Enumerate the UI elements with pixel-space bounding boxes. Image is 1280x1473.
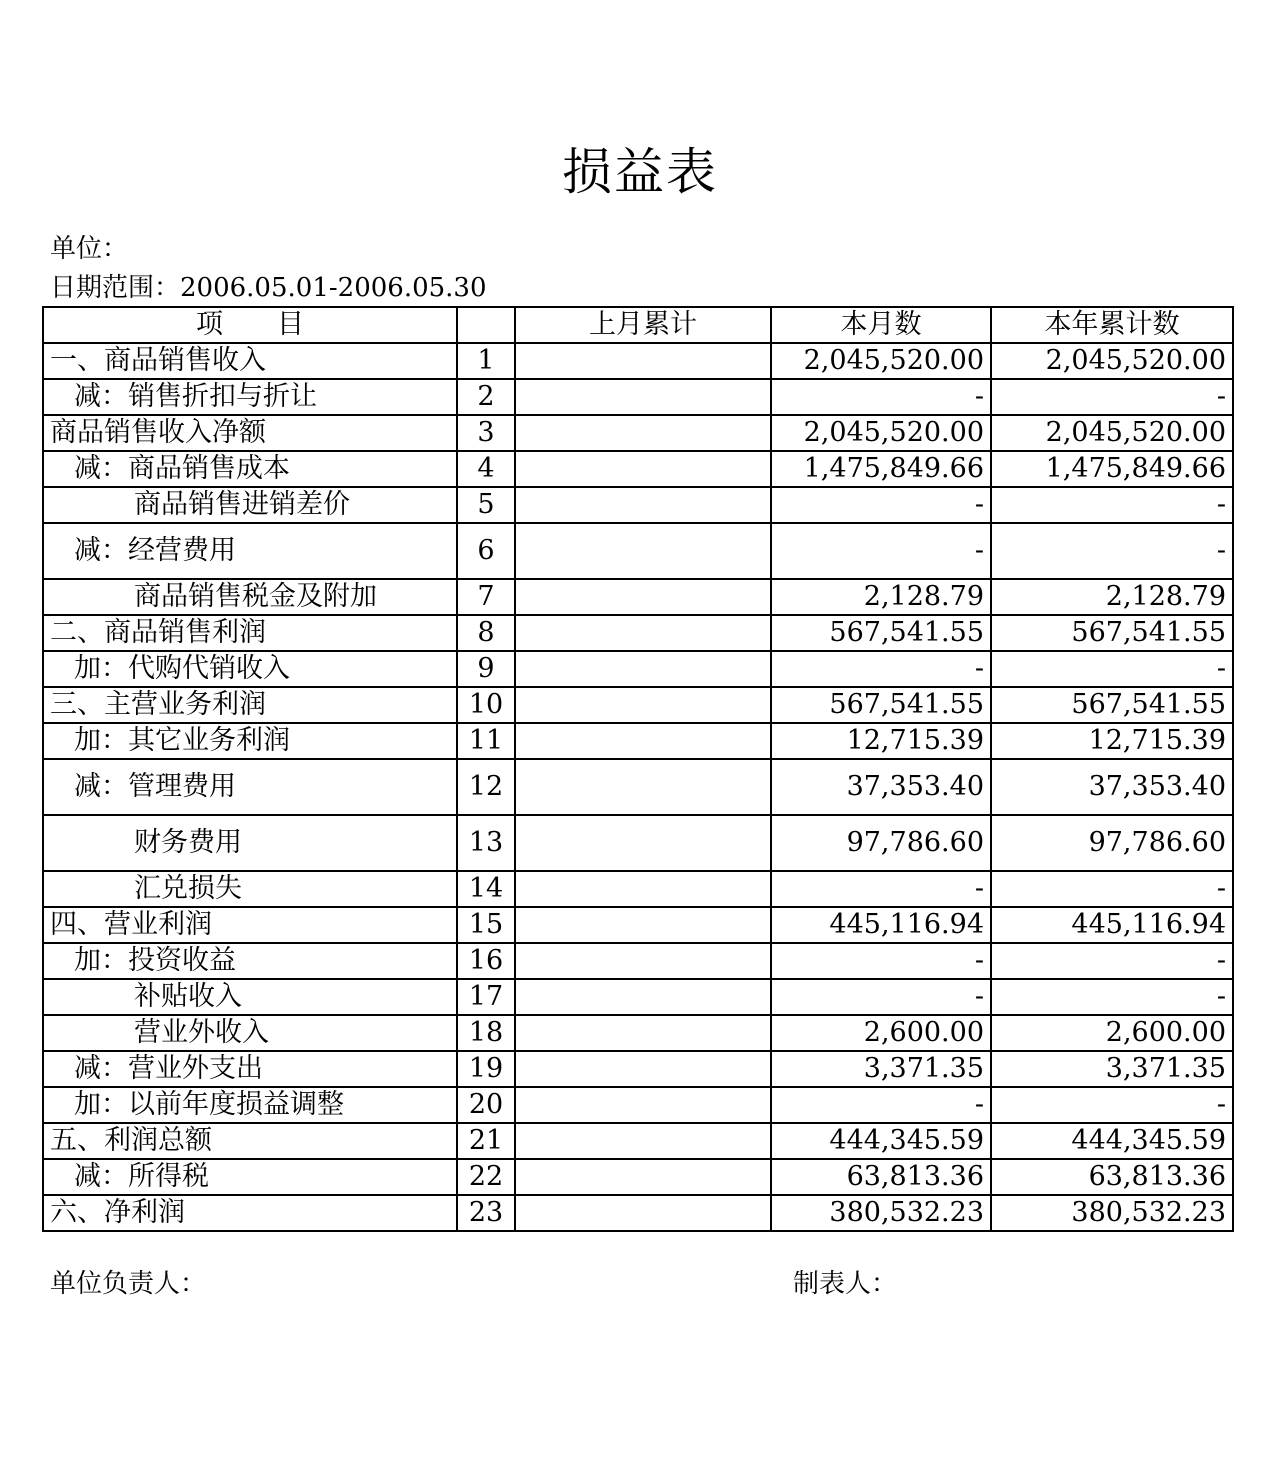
table-row [43,759,1233,815]
table-row [43,579,1233,615]
report-title: 损益表 [562,143,718,201]
row-item-label: 补贴收入 [43,979,457,1015]
row-this-month-value: - [771,487,991,523]
row-last-month-cumulative [515,687,771,723]
row-line-number: 11 [457,723,515,759]
row-line-number: 23 [457,1195,515,1231]
table-row [43,815,1233,871]
row-last-month-cumulative [515,723,771,759]
row-line-number: 13 [457,815,515,871]
row-year-cumulative-value: 2,045,520.00 [991,343,1233,379]
row-last-month-cumulative [515,1159,771,1195]
row-last-month-cumulative [515,1195,771,1231]
header-year-cumulative: 本年累计数 [991,307,1233,343]
row-last-month-cumulative [515,651,771,687]
table-row [43,1051,1233,1087]
row-this-month-value: 380,532.23 [771,1195,991,1231]
row-this-month-value: 567,541.55 [771,687,991,723]
row-item-label: 一、商品销售收入 [43,343,457,379]
table-row [43,1087,1233,1123]
row-line-number: 20 [457,1087,515,1123]
table-row [43,415,1233,451]
row-line-number: 1 [457,343,515,379]
row-year-cumulative-value: 444,345.59 [991,1123,1233,1159]
row-line-number: 14 [457,871,515,907]
row-item-label: 五、利润总额 [43,1123,457,1159]
row-line-number: 4 [457,451,515,487]
row-year-cumulative-value: - [991,979,1233,1015]
row-this-month-value: - [771,379,991,415]
row-line-number: 18 [457,1015,515,1051]
row-year-cumulative-value: 97,786.60 [991,815,1233,871]
row-year-cumulative-value: 3,371.35 [991,1051,1233,1087]
row-last-month-cumulative [515,579,771,615]
row-this-month-value: 3,371.35 [771,1051,991,1087]
row-year-cumulative-value: - [991,487,1233,523]
row-last-month-cumulative [515,943,771,979]
row-item-label: 六、净利润 [43,1195,457,1231]
table-row [43,1015,1233,1051]
row-item-label: 二、商品销售利润 [43,615,457,651]
row-item-label: 加：代购代销收入 [43,651,457,687]
row-year-cumulative-value: - [991,379,1233,415]
preparer-label: 制表人： [793,1269,898,1299]
row-this-month-value: 444,345.59 [771,1123,991,1159]
row-item-label: 减：经营费用 [43,523,457,579]
row-year-cumulative-value: 2,128.79 [991,579,1233,615]
row-year-cumulative-value: 2,600.00 [991,1015,1233,1051]
row-this-month-value: - [771,943,991,979]
row-line-number: 2 [457,379,515,415]
row-last-month-cumulative [515,1051,771,1087]
row-last-month-cumulative [515,759,771,815]
header-item: 项 目 [43,307,457,343]
table-row [43,451,1233,487]
table-row [43,979,1233,1015]
row-item-label: 营业外收入 [43,1015,457,1051]
row-last-month-cumulative [515,815,771,871]
row-year-cumulative-value: - [991,1087,1233,1123]
row-this-month-value: 567,541.55 [771,615,991,651]
row-year-cumulative-value: - [991,651,1233,687]
row-item-label: 汇兑损失 [43,871,457,907]
row-this-month-value: - [771,979,991,1015]
row-line-number: 12 [457,759,515,815]
row-year-cumulative-value: 37,353.40 [991,759,1233,815]
row-item-label: 商品销售进销差价 [43,487,457,523]
row-line-number: 22 [457,1159,515,1195]
row-line-number: 15 [457,907,515,943]
row-this-month-value: 1,475,849.66 [771,451,991,487]
row-this-month-value: 445,116.94 [771,907,991,943]
table-header-row [43,307,1233,343]
row-line-number: 10 [457,687,515,723]
row-item-label: 减：管理费用 [43,759,457,815]
row-this-month-value: 63,813.36 [771,1159,991,1195]
row-line-number: 6 [457,523,515,579]
unit-label: 单位： [50,234,129,264]
row-item-label: 减：营业外支出 [43,1051,457,1087]
row-this-month-value: 2,128.79 [771,579,991,615]
row-year-cumulative-value: - [991,871,1233,907]
row-item-label: 三、主营业务利润 [43,687,457,723]
row-item-label: 财务费用 [43,815,457,871]
row-last-month-cumulative [515,1087,771,1123]
row-item-label: 减：商品销售成本 [43,451,457,487]
row-last-month-cumulative [515,907,771,943]
row-year-cumulative-value: 2,045,520.00 [991,415,1233,451]
row-line-number: 16 [457,943,515,979]
row-this-month-value: 2,045,520.00 [771,343,991,379]
row-this-month-value: - [771,523,991,579]
row-this-month-value: - [771,871,991,907]
income-statement-table [42,306,1234,1232]
table-row [43,379,1233,415]
row-this-month-value: 97,786.60 [771,815,991,871]
row-item-label: 四、营业利润 [43,907,457,943]
date-range-label: 日期范围：2006.05.01-2006.05.30 [50,273,487,303]
table-row [43,871,1233,907]
row-last-month-cumulative [515,343,771,379]
row-line-number: 3 [457,415,515,451]
table-row [43,523,1233,579]
row-year-cumulative-value: 380,532.23 [991,1195,1233,1231]
row-item-label: 减：销售折扣与折让 [43,379,457,415]
row-last-month-cumulative [515,1123,771,1159]
table-row [43,487,1233,523]
row-line-number: 17 [457,979,515,1015]
row-year-cumulative-value: 63,813.36 [991,1159,1233,1195]
table-row [43,615,1233,651]
row-year-cumulative-value: 567,541.55 [991,615,1233,651]
row-line-number: 9 [457,651,515,687]
row-year-cumulative-value: 567,541.55 [991,687,1233,723]
row-last-month-cumulative [515,451,771,487]
row-last-month-cumulative [515,379,771,415]
row-line-number: 5 [457,487,515,523]
header-last-month-cumulative: 上月累计 [515,307,771,343]
row-line-number: 8 [457,615,515,651]
table-row [43,343,1233,379]
row-last-month-cumulative [515,871,771,907]
row-last-month-cumulative [515,415,771,451]
table-row [43,1195,1233,1231]
table-row [43,651,1233,687]
table-row [43,1123,1233,1159]
table-row [43,943,1233,979]
row-line-number: 21 [457,1123,515,1159]
row-year-cumulative-value: - [991,523,1233,579]
row-last-month-cumulative [515,1015,771,1051]
row-item-label: 加：投资收益 [43,943,457,979]
row-last-month-cumulative [515,523,771,579]
row-this-month-value: 2,600.00 [771,1015,991,1051]
table-body [43,343,1233,1231]
header-line-no [457,307,515,343]
row-this-month-value: 12,715.39 [771,723,991,759]
table-row [43,723,1233,759]
row-item-label: 商品销售税金及附加 [43,579,457,615]
row-year-cumulative-value: - [991,943,1233,979]
row-line-number: 7 [457,579,515,615]
row-this-month-value: - [771,651,991,687]
row-year-cumulative-value: 445,116.94 [991,907,1233,943]
manager-label: 单位负责人： [50,1269,207,1299]
row-this-month-value: 2,045,520.00 [771,415,991,451]
header-this-month: 本月数 [771,307,991,343]
row-last-month-cumulative [515,979,771,1015]
table-row [43,687,1233,723]
row-item-label: 加：其它业务利润 [43,723,457,759]
row-this-month-value: 37,353.40 [771,759,991,815]
row-year-cumulative-value: 12,715.39 [991,723,1233,759]
row-line-number: 19 [457,1051,515,1087]
table-row [43,1159,1233,1195]
row-item-label: 商品销售收入净额 [43,415,457,451]
row-year-cumulative-value: 1,475,849.66 [991,451,1233,487]
row-item-label: 加：以前年度损益调整 [43,1087,457,1123]
row-this-month-value: - [771,1087,991,1123]
row-last-month-cumulative [515,615,771,651]
table-row [43,907,1233,943]
row-item-label: 减：所得税 [43,1159,457,1195]
row-last-month-cumulative [515,487,771,523]
